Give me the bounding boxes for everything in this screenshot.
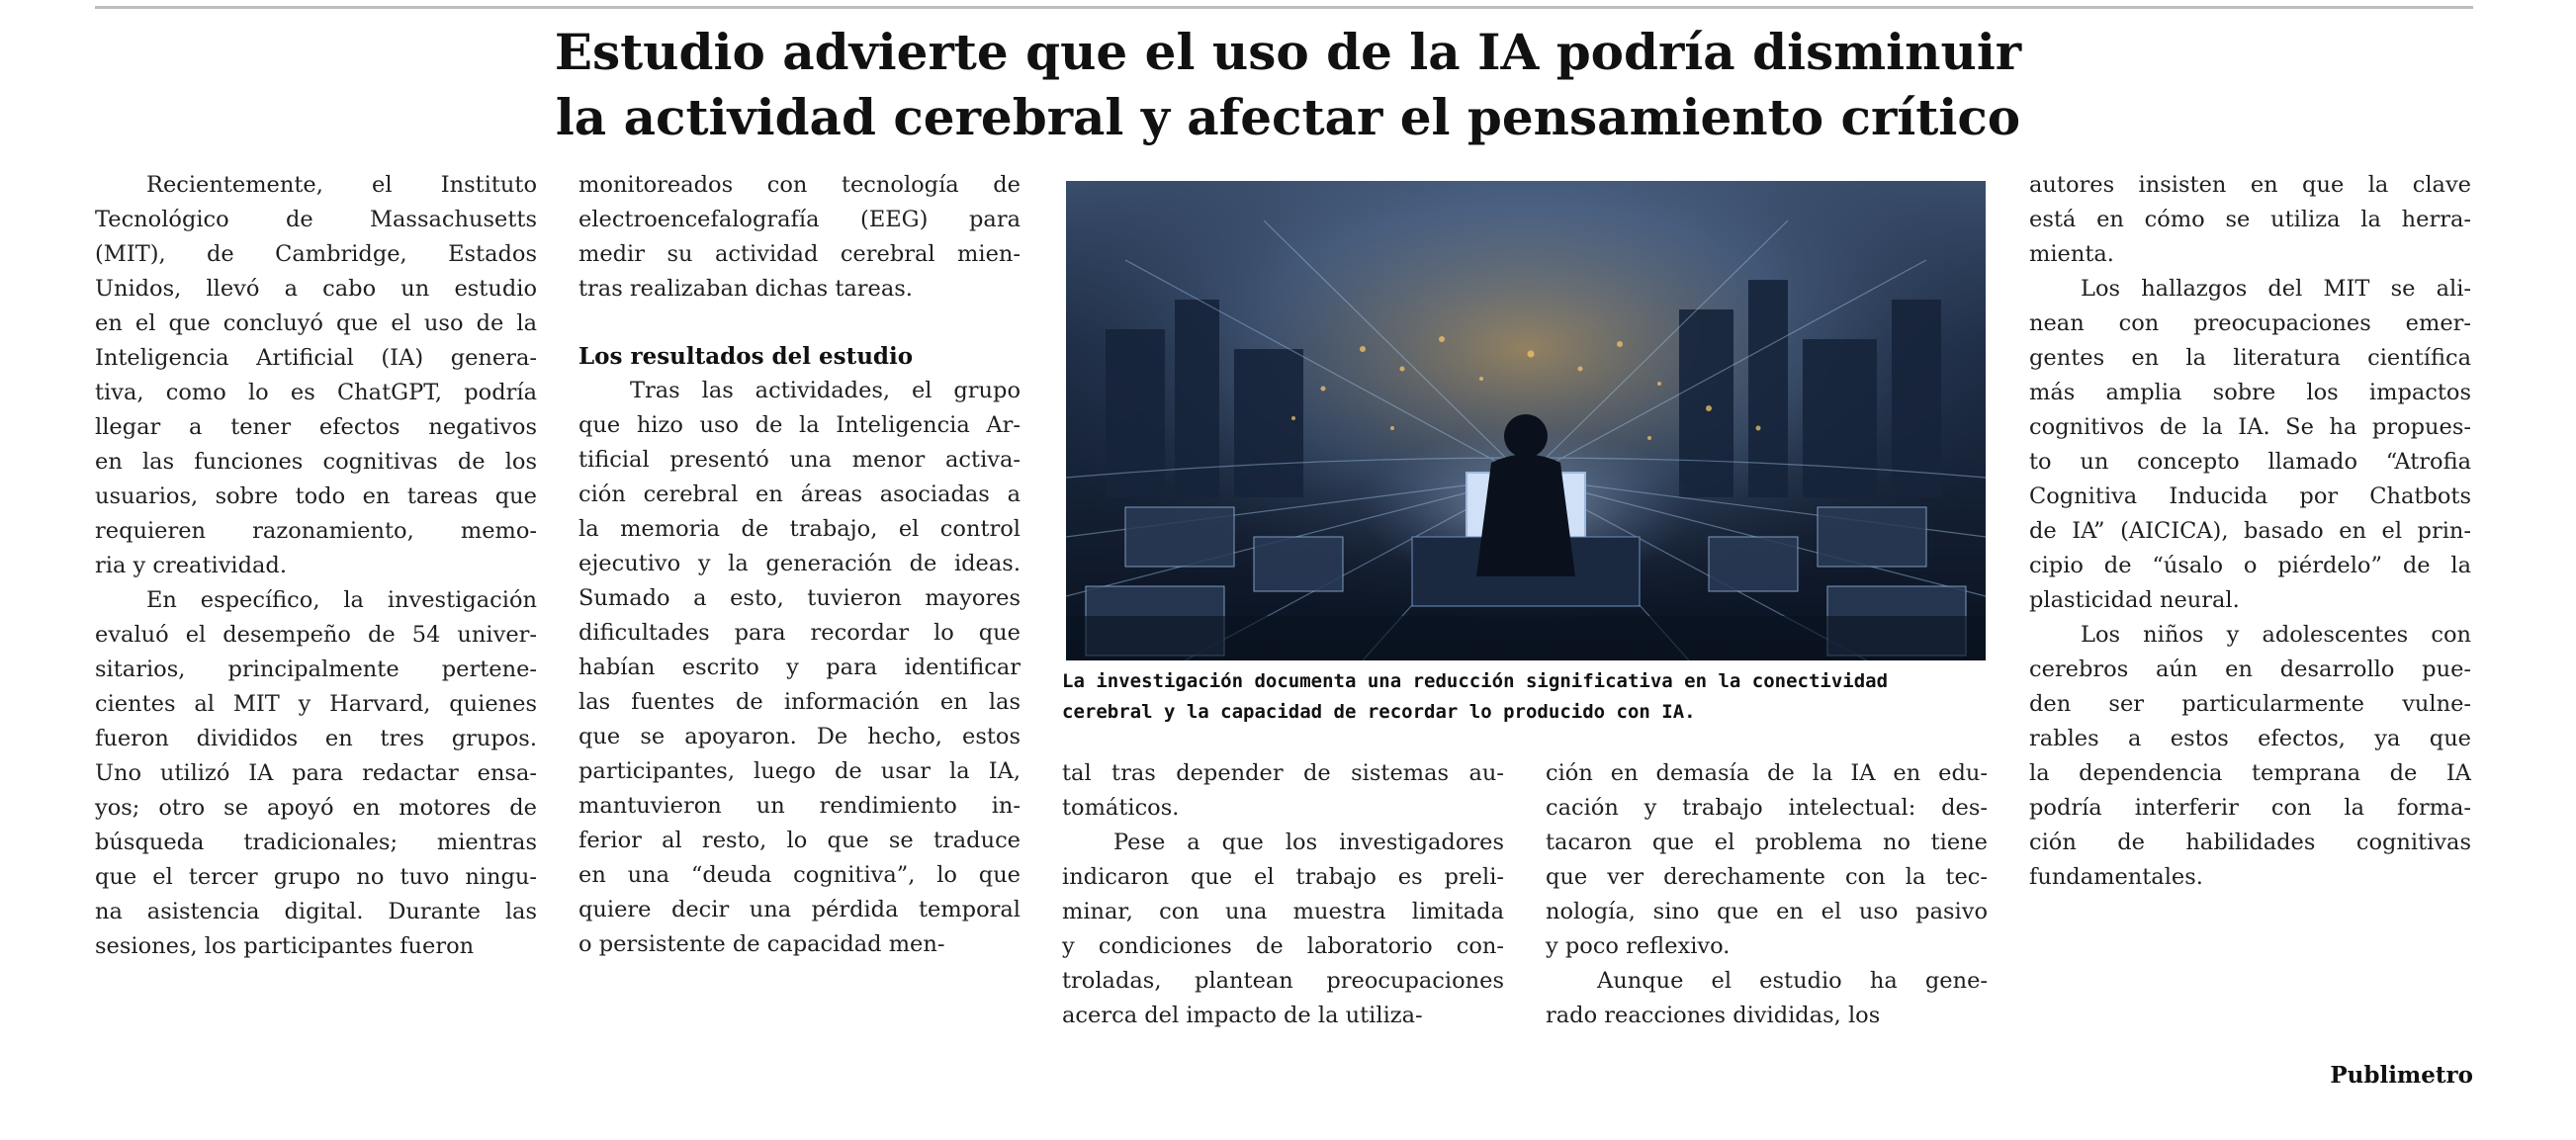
text-line: quiere decir una pérdida temporal [578,897,1021,922]
text-line: nología, sino que en el uso pasivo [1546,899,1988,924]
headline-line-1: Estudio advierte que el uso de la IA podría disminuir [554,23,2022,81]
text-line: gentes en la literatura científica [2029,345,2471,371]
text-line: en una “deuda cognitiva”, lo que [578,862,1021,888]
top-divider [95,6,2473,9]
text-line: rables a estos efectos, ya que [2029,726,2471,751]
headline-line-2: la actividad cerebral y afectar el pensamiento crítico [555,88,2021,146]
text-line: yos; otro se apoyó en motores de [95,795,537,821]
text-line: y condiciones de laboratorio con- [1062,933,1504,959]
text-line: búsqueda tradicionales; mientras [95,830,537,855]
text-line: indicaron que el trabajo es preli- [1062,864,1504,890]
text-line: electroencefalografía (EEG) para [578,207,1021,232]
text-line: que ver derechamente con la tec- [1546,864,1988,890]
text-line: la memoria de trabajo, el control [578,516,1021,542]
text-line: las fuentes de información en las [578,689,1021,715]
text-line: llegar a tener efectos negativos [95,414,537,440]
text-line: mienta. [2029,241,2114,267]
text-line: podría interferir con la forma- [2029,795,2471,821]
article-column-2 [578,168,1021,962]
article-photo [1066,181,1986,660]
text-line: Pese a que los investigadores [1113,830,1504,855]
text-line: En específico, la investigación [146,587,537,613]
article-column-1 [95,168,537,964]
text-line: cientes al MIT y Harvard, quienes [95,691,537,717]
text-line: sesiones, los participantes fueron [95,933,475,959]
text-line: tiva, como lo es ChatGPT, podría [95,380,537,405]
text-line: en el que concluyó que el uso de la [95,310,537,336]
text-line: habían escrito y para identificar [578,655,1021,680]
text-line: acerca del impacto de la utiliza- [1062,1003,1423,1028]
text-line: en las funciones cognitivas de los [95,449,537,475]
text-line: nean con preocupaciones emer- [2029,310,2471,336]
text-line: y poco reflexivo. [1546,933,1731,959]
text-line: to un concepto llamado “Atrofia [2029,449,2471,475]
text-line: tras realizaban dichas tareas. [578,276,913,302]
text-line: ejecutivo y la generación de ideas. [578,551,1021,576]
text-line: que hizo uso de la Inteligencia Ar- [578,412,1021,438]
article-column-4 [1546,756,1988,1033]
text-line: na asistencia digital. Durante las [95,899,537,924]
text-line: fueron divididos en tres grupos. [95,726,537,751]
text-line: dificultades para recordar lo que [578,620,1021,646]
caption-line-2: cerebral y la capacidad de recordar lo producido con IA. [1062,701,1696,723]
text-line: Unidos, llevó a cabo un estudio [95,276,537,302]
article-column-3 [1062,756,1504,1033]
text-line: ferior al resto, lo que se traduce [578,828,1021,853]
photo-caption [1062,666,1992,728]
text-line: Cognitiva Inducida por Chatbots [2029,483,2471,509]
text-line: Recientemente, el Instituto [146,172,537,198]
text-line: de IA” (AICICA), basado en el prin- [2029,518,2471,544]
text-line: tal tras depender de sistemas au- [1062,760,1504,786]
headline [326,20,2250,150]
text-line: está en cómo se utiliza la herra- [2029,207,2471,232]
text-line: Aunque el estudio ha gene- [1597,968,1988,994]
text-line: minar, con una muestra limitada [1062,899,1504,924]
text-line: la dependencia temprana de IA [2029,760,2471,786]
text-line: den ser particularmente vulne- [2029,691,2471,717]
city-network-illustration-icon [1066,181,1986,660]
text-line: cognitivos de la IA. Se ha propues- [2029,414,2471,440]
text-line: más amplia sobre los impactos [2029,380,2471,405]
text-line: Los hallazgos del MIT se ali- [2081,276,2471,302]
text-line: tificial presentó una menor activa- [578,447,1021,473]
text-line: cerebros aún en desarrollo pue- [2029,657,2471,682]
article-column-5 [2029,168,2471,895]
text-line: que el tercer grupo no tuvo ningu- [95,864,537,890]
text-line: medir su actividad cerebral mien- [578,241,1021,267]
text-line: Tras las actividades, el grupo [630,378,1021,403]
text-line: requieren razonamiento, memo- [95,518,537,544]
text-line: ción cerebral en áreas asociadas a [578,482,1021,507]
text-line: Sumado a esto, tuvieron mayores [578,585,1021,611]
section-subhead: Los resultados del estudio [578,343,914,370]
text-line: participantes, luego de usar la IA, [578,758,1021,784]
text-line: troladas, plantean preocupaciones [1062,968,1504,994]
text-line: tacaron que el problema no tiene [1546,830,1988,855]
text-line: autores insisten en que la clave [2029,172,2471,198]
text-line: fundamentales. [2029,864,2203,890]
text-line: ción en demasía de la IA en edu- [1546,760,1988,786]
text-line: cación y trabajo intelectual: des- [1546,795,1988,821]
text-line: usuarios, sobre todo en tareas que [95,483,537,509]
byline: Publimetro [2330,1062,2473,1089]
text-line: evaluó el desempeño de 54 univer- [95,622,537,648]
text-line: ción de habilidades cognitivas [2029,830,2471,855]
text-line: plasticidad neural. [2029,587,2240,613]
caption-line-1: La investigación documenta una reducción significativa en la conectividad [1062,670,1889,692]
text-line: (MIT), de Cambridge, Estados [95,241,537,267]
text-line: rado reacciones divididas, los [1546,1003,1881,1028]
text-line: ria y creatividad. [95,553,287,578]
text-line: Tecnológico de Massachusetts [95,207,537,232]
text-line: tomáticos. [1062,795,1180,821]
text-line: Uno utilizó IA para redactar ensa- [95,760,537,786]
text-line: cipio de “úsalo o piérdelo” de la [2029,553,2471,578]
text-line: Los niños y adolescentes con [2081,622,2471,648]
text-line: sitarios, principalmente pertene- [95,657,537,682]
text-line: monitoreados con tecnología de [578,172,1021,198]
text-line: Inteligencia Artificial (IA) genera- [95,345,537,371]
text-line: mantuvieron un rendimiento in- [578,793,1021,819]
text-line: que se apoyaron. De hecho, estos [578,724,1021,749]
text-line: o persistente de capacidad men- [578,931,945,957]
